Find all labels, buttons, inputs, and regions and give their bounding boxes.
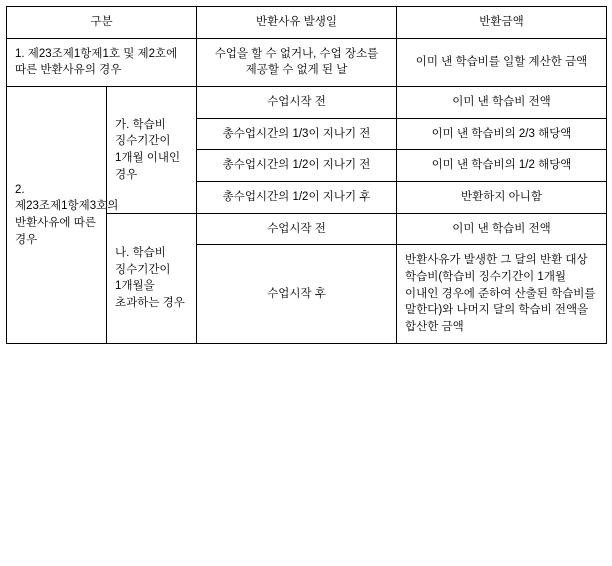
table-body (7, 38, 607, 343)
category-case-2-number: 2. (15, 183, 25, 196)
column-header-category: 구분 (7, 7, 197, 39)
event-date-2-ga-1: 수업시작 전 (197, 87, 397, 119)
table-header (7, 7, 607, 39)
category-case-2 (7, 87, 119, 344)
refund-amount-2-ga-3: 이미 낸 학습비의 1/2 해당액 (397, 150, 607, 182)
event-date-case-1: 수업을 할 수 없거나, 수업 장소를 제공할 수 없게 된 날 (197, 38, 397, 86)
column-header-refund-amount: 반환금액 (397, 7, 607, 39)
event-date-2-na-2: 수업시작 후 (197, 245, 397, 343)
refund-policy-table (6, 6, 607, 344)
refund-amount-2-na-2: 반환사유가 발생한 그 달의 반환 대상 학습비(학습비 징수기간이 1개월 이내인 경우에 준하여 산출된 학습비를 말한다)와 나머지 달의 학습비 전액을 합산한 금액 (397, 245, 607, 343)
subcategory-2-ga: 가. 학습비 징수기간이 1개월 이내인 경우 (107, 87, 197, 214)
table-header-row (7, 7, 607, 39)
table-row (7, 38, 607, 86)
refund-amount-2-ga-4: 반환하지 아니함 (397, 182, 607, 214)
event-date-2-ga-4: 총수업시간의 1/2이 지나기 후 (197, 182, 397, 214)
refund-amount-2-ga-2: 이미 낸 학습비의 2/3 해당액 (397, 118, 607, 150)
event-date-2-na-1: 수업시작 전 (197, 213, 397, 245)
refund-amount-case-1: 이미 낸 학습비를 일할 계산한 금액 (397, 38, 607, 86)
event-date-2-ga-2: 총수업시간의 1/3이 지나기 전 (197, 118, 397, 150)
subcategory-2-na: 나. 학습비 징수기간이 1개월을 초과하는 경우 (107, 213, 197, 343)
column-header-event-date: 반환사유 발생일 (197, 7, 397, 39)
refund-amount-2-na-1: 이미 낸 학습비 전액 (397, 213, 607, 245)
table-row (7, 87, 607, 119)
category-case-1: 1. 제23조제1항제1호 및 제2호에 따른 반환사유의 경우 (7, 38, 197, 86)
refund-amount-2-ga-1: 이미 낸 학습비 전액 (397, 87, 607, 119)
event-date-2-ga-3: 총수업시간의 1/2이 지나기 전 (197, 150, 397, 182)
category-case-2-body: 제23조제1항제3호의 반환사유에 따른 경우 (15, 200, 119, 246)
